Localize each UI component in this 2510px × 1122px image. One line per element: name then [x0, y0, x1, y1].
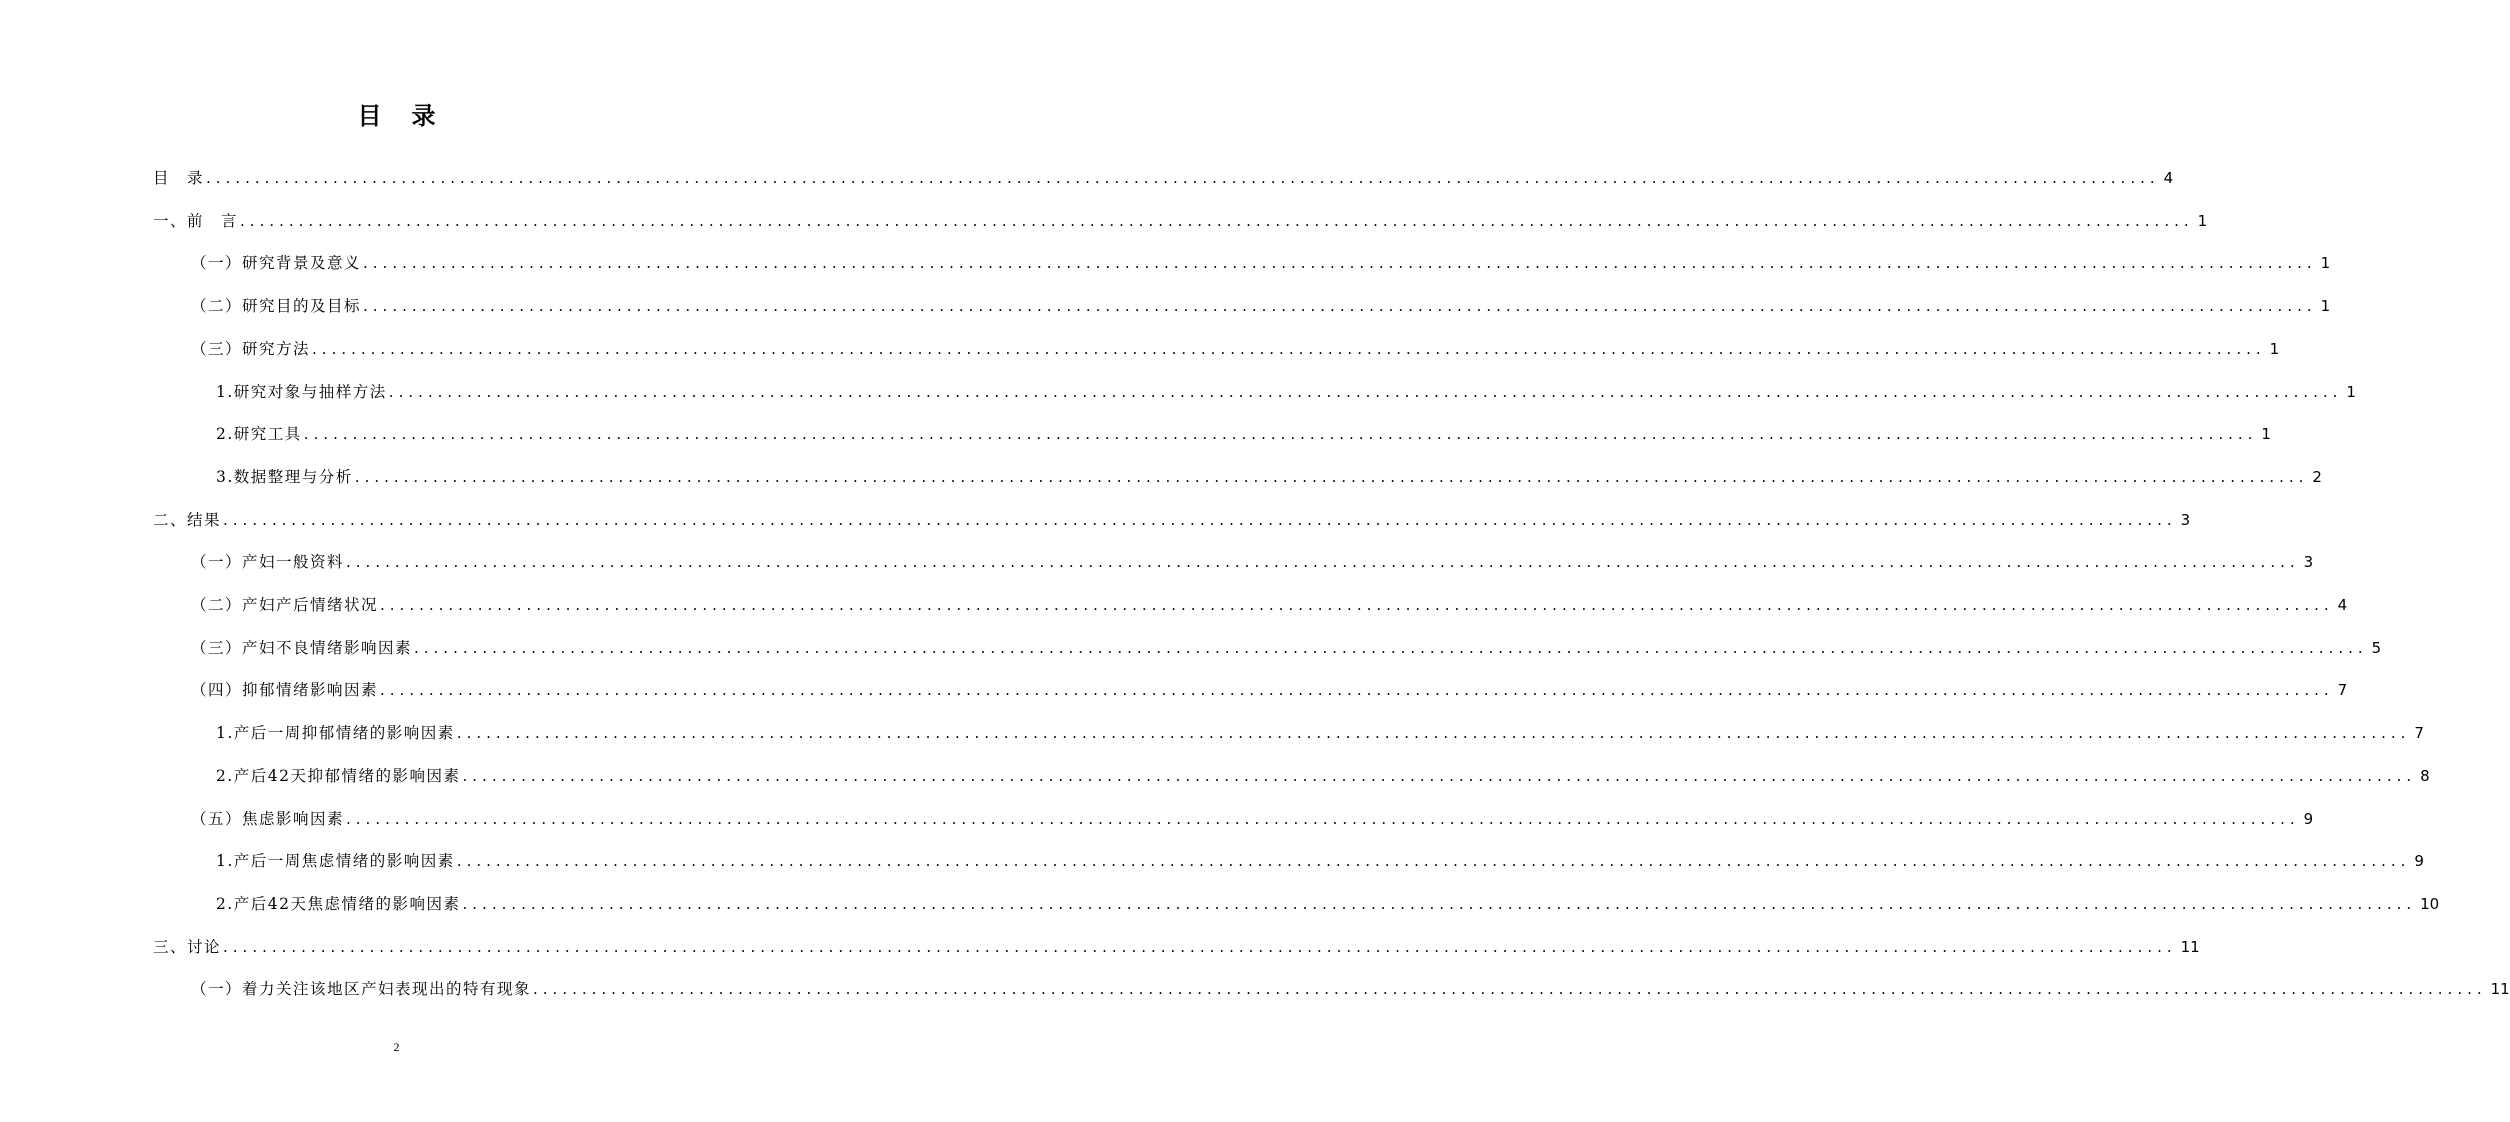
toc-entry-label: 1.产后一周焦虑情绪的影响因素 [216, 852, 455, 871]
toc-entry-page: 8 [2420, 766, 2430, 785]
toc-entry-page: 4 [2337, 596, 2348, 614]
toc-entry-page: 1 [2197, 211, 2208, 230]
page-number: 2 [393, 1040, 400, 1054]
toc-leader-dots: ........................................................................................................................................................................................................ [380, 681, 2334, 700]
toc-entry-label: 2.产后42天焦虑情绪的影响因素 [216, 894, 461, 913]
toc-entry[interactable] [216, 843, 2424, 879]
toc-entry-page: 1 [2269, 339, 2280, 358]
toc-entry-label: （一）着力关注该地区产妇表现出的特有现象 [191, 980, 532, 999]
toc-entry[interactable] [191, 672, 2348, 708]
toc-entry[interactable] [191, 288, 2331, 324]
toc-entry[interactable] [191, 630, 2382, 666]
toc-entry-label: 二、结果 [153, 510, 222, 529]
toc-entry-label: 一、前 言 [153, 211, 239, 230]
toc-entry[interactable] [153, 160, 2174, 196]
toc-entry-label: 1.产后一周抑郁情绪的影响因素 [216, 724, 455, 743]
toc-entry-page: 1 [2346, 382, 2356, 401]
toc-entry-label: 三、讨论 [153, 937, 222, 956]
toc-entry-page: 2 [2312, 467, 2322, 486]
toc-entry-label: （二）研究目的及目标 [191, 297, 362, 316]
toc-leader-dots: ........................................................................................................................................................................................................ [303, 425, 2258, 444]
toc-entry-page: 1 [2320, 254, 2331, 273]
toc-entry-label: （一）产妇一般资料 [191, 553, 345, 572]
toc-entry-page: 5 [2371, 638, 2382, 657]
toc-entry-label: （三）研究方法 [191, 339, 311, 358]
toc-leader-dots: ........................................................................................................................................................................................................ [346, 809, 2300, 828]
toc-leader-dots: ........................................................................................................................................................................................................ [462, 766, 2417, 785]
toc-entry-page: 3 [2180, 510, 2191, 529]
toc-leader-dots: ........................................................................................................................................................................................................ [363, 254, 2317, 273]
toc-entry-page: 4 [2163, 169, 2174, 187]
toc-title: 目录 [357, 102, 466, 130]
toc-entry-label: 2.产后42天抑郁情绪的影响因素 [216, 766, 461, 785]
toc-leader-dots: ........................................................................................................................................................................................................ [380, 596, 2334, 614]
toc-entry-label: 目 录 [153, 169, 205, 187]
toc-entry-page: 1 [2261, 425, 2271, 444]
toc-leader-dots: ........................................................................................................................................................................................................ [223, 510, 2177, 529]
toc-leader-dots: ........................................................................................................................................................................................................ [312, 339, 2266, 358]
toc-entry[interactable] [191, 801, 2314, 837]
toc-entry[interactable] [153, 203, 2208, 239]
toc-entry[interactable] [216, 416, 2271, 452]
toc-entry-page: 9 [2303, 809, 2314, 828]
toc-entry-page: 10 [2420, 894, 2440, 913]
toc-leader-dots: ........................................................................................................................................................................................................ [240, 211, 2194, 230]
toc-leader-dots: ........................................................................................................................................................................................................ [206, 169, 2160, 187]
toc-entry-page: 11 [2180, 937, 2200, 956]
toc-leader-dots: ........................................................................................................................................................................................................ [414, 638, 2368, 657]
toc-entry[interactable] [191, 544, 2314, 580]
toc-entry-label: （三）产妇不良情绪影响因素 [191, 638, 413, 657]
toc-entry[interactable] [216, 886, 2440, 922]
toc-entry-page: 1 [2320, 297, 2331, 316]
toc-entry-label: （五）焦虑影响因素 [191, 809, 345, 828]
toc-entry[interactable] [153, 502, 2191, 538]
toc-leader-dots: ........................................................................................................................................................................................................ [223, 937, 2177, 956]
toc-entry[interactable] [191, 971, 2510, 1007]
toc-entry-label: 3.数据整理与分析 [216, 467, 353, 486]
toc-leader-dots: ........................................................................................................................................................................................................ [388, 382, 2343, 401]
toc-entry-page: 9 [2414, 852, 2424, 871]
toc-leader-dots: ........................................................................................................................................................................................................ [533, 980, 2487, 999]
toc-entry[interactable] [216, 374, 2356, 410]
toc-entry-label: 2.研究工具 [216, 425, 302, 444]
toc-entry[interactable] [216, 715, 2424, 751]
toc-entry[interactable] [191, 587, 2348, 623]
toc-entry[interactable] [153, 929, 2200, 965]
toc-entry-label: （四）抑郁情绪影响因素 [191, 681, 379, 700]
toc-entry[interactable] [191, 245, 2331, 281]
toc-leader-dots: ........................................................................................................................................................................................................ [363, 297, 2317, 316]
toc-entry-page: 7 [2337, 681, 2348, 700]
toc-entry[interactable] [191, 331, 2280, 367]
toc-leader-dots: ........................................................................................................................................................................................................ [456, 852, 2411, 871]
toc-entry-page: 11 [2490, 980, 2510, 999]
toc-leader-dots: ........................................................................................................................................................................................................ [462, 894, 2417, 913]
toc-entry-page: 7 [2414, 724, 2424, 743]
toc-leader-dots: ........................................................................................................................................................................................................ [456, 724, 2411, 743]
toc-leader-dots: ........................................................................................................................................................................................................ [354, 467, 2309, 486]
toc-entry-label: （一）研究背景及意义 [191, 254, 362, 273]
toc-entry-label: （二）产妇产后情绪状况 [191, 596, 379, 614]
toc-leader-dots: ........................................................................................................................................................................................................ [346, 553, 2300, 572]
toc-entry-page: 3 [2303, 553, 2314, 572]
toc-entry[interactable] [216, 758, 2430, 794]
toc-entry-label: 1.研究对象与抽样方法 [216, 382, 387, 401]
toc-entry[interactable] [216, 459, 2322, 495]
